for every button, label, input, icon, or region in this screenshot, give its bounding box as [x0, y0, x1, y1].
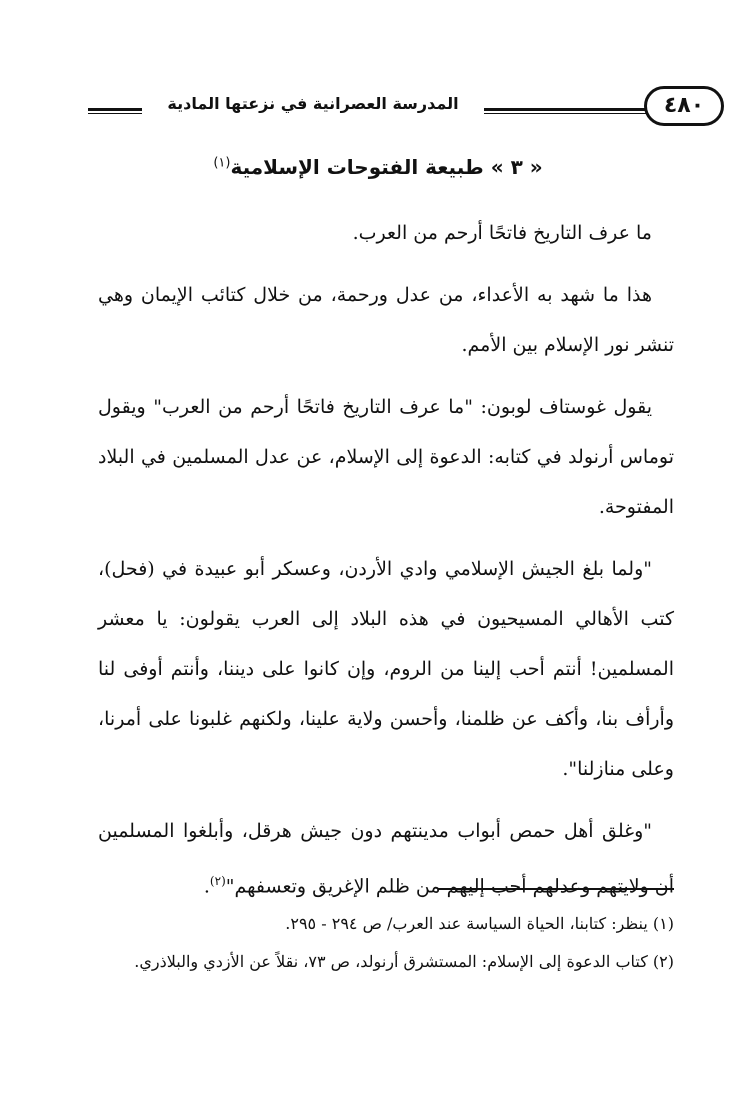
footnotes: [98, 904, 674, 980]
footnote-separator: [438, 888, 674, 890]
paragraph-3: يقول غوستاف لوبون: "ما عرف التاريخ فاتحًا أرحم من العرب" ويقول توماس أرنولد في كتابه: الدعوة إلى الإسلام، عن عدل المسلمين في البلاد المفتوحة.: [98, 396, 674, 518]
paragraph-2: هذا ما شهد به الأعداء، من عدل ورحمة، من خلال كتائب الإيمان وهي تنشر نور الإسلام بين الأمم.: [98, 284, 674, 356]
header-rule-left: [88, 108, 142, 111]
header-rule-right: [484, 108, 646, 111]
paragraph-1: ما عرف التاريخ فاتحًا أرحم من العرب.: [352, 222, 652, 244]
page-number: ٤٨٠: [644, 86, 724, 126]
section-heading: [0, 155, 756, 179]
footnote-1: (١) ينظر: كتابنا، الحياة السياسة عند العرب/ ص ٢٩٤ - ٢٩٥.: [285, 914, 674, 933]
body-text: [98, 208, 674, 911]
paragraph-5: [98, 806, 674, 911]
footnote-2: (٢) كتاب الدعوة إلى الإسلام: المستشرق أرنولد، ص ٧٣، نقلاً عن الأزدي والبلاذري.: [134, 952, 674, 971]
paragraph-5-footnote-ref: (٢): [209, 874, 226, 888]
page-header: [88, 84, 705, 128]
heading-footnote-ref: (١): [213, 155, 231, 171]
running-title: المدرسة العصرانية في نزعتها المادية: [167, 94, 459, 113]
section-heading-text: « ٣ » طبيعة الفتوحات الإسلامية: [230, 155, 543, 179]
paragraph-5-text: "وغلق أهل حمص أبواب مدينتهم دون جيش هرقل، وأبلغوا المسلمين أن ولايتهم وعدلهم أحب إليهم من ظلم الإغريق وتعسفهم": [98, 820, 674, 898]
paragraph-4: "ولما بلغ الجيش الإسلامي وادي الأردن، وعسكر أبو عبيدة في (فحل)، كتب الأهالي المسيحيون في هذه البلاد إلى العرب يقولون: يا معشر المسلمين! أنتم أحب إلينا من الروم، وإن كانوا على ديننا، وأنتم أوفى لنا وأرأف بنا، وأكف عن ظلمنا، وأحسن ولاية علينا، ولكنهم غلبونا على أمرنا، وعلى منازلنا".: [98, 558, 675, 780]
paragraph-5-end: .: [203, 875, 210, 898]
